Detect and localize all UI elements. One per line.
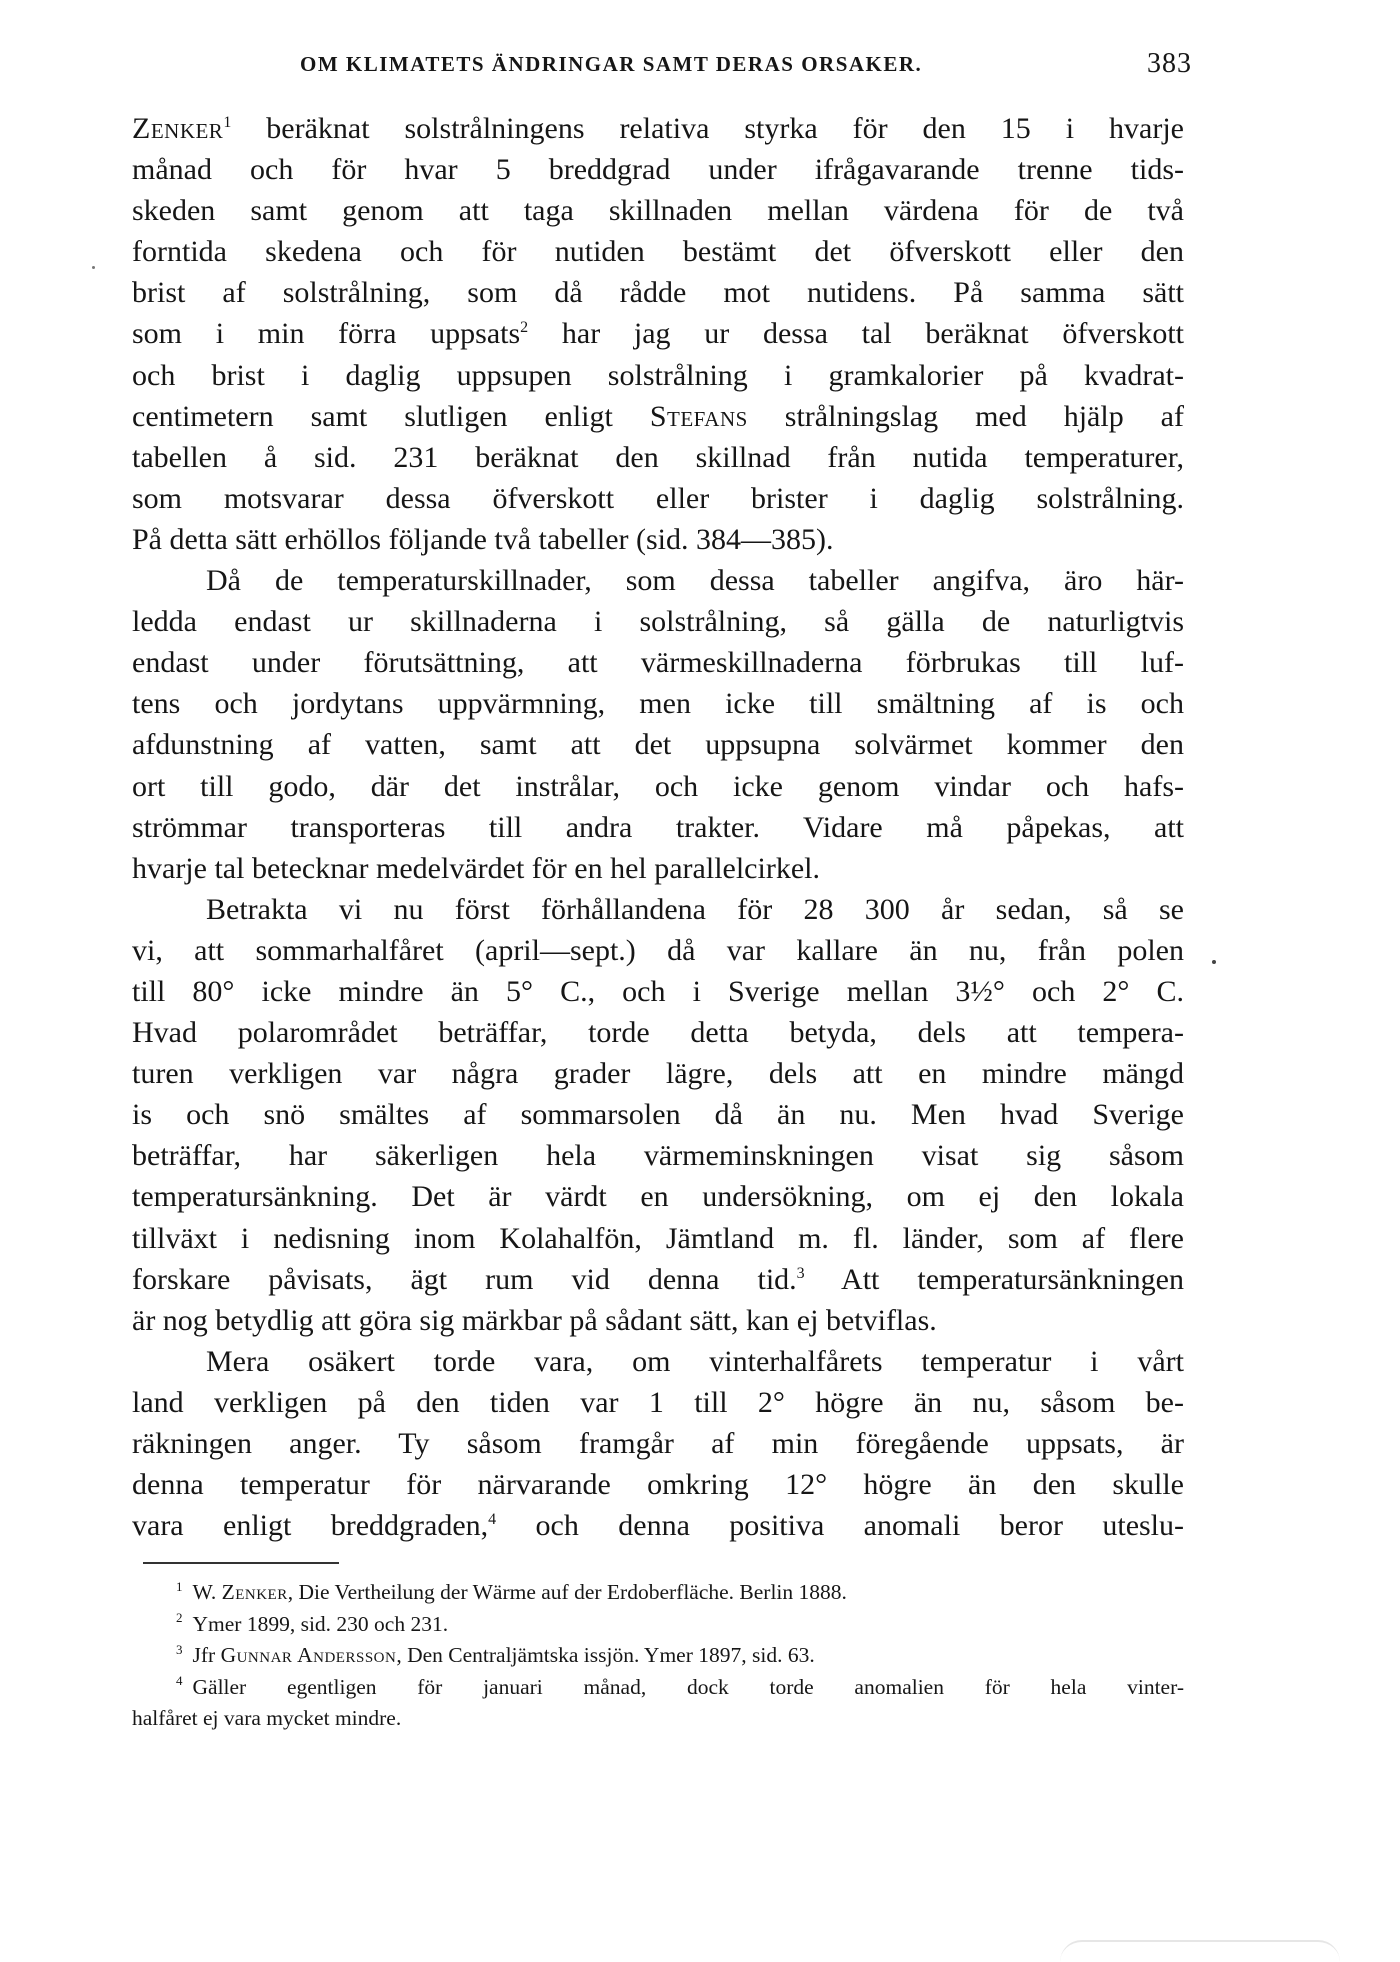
text-line: endast under förutsättning, att värmeskillnaderna förbrukas till luf-	[132, 646, 1184, 680]
text-line: is och snö smältes af sommarsolen då än nu. Men hvad Sverige	[132, 1098, 1184, 1132]
footnote-continuation: halfåret ej vara mycket mindre.	[132, 1706, 402, 1730]
footnote-mark: 4	[176, 1673, 183, 1689]
footnotes	[132, 1577, 1184, 1735]
text-line: som motsvarar dessa öfverskott eller brister i daglig solstrålning.	[132, 481, 1184, 515]
text-line: land verkligen på den tiden var 1 till 2° högre än nu, såsom be-	[132, 1385, 1184, 1419]
text-line: temperatursänkning. Det är värdt en undersökning, om ej den lokala	[132, 1180, 1184, 1214]
text-line: brist af solstrålning, som då rådde mot nutidens. På samma sätt	[132, 276, 1184, 310]
author-name: Zenker	[221, 1580, 288, 1604]
text-line: som i min förra uppsats$^2$ har jag ur dessa tal beräknat öfverskott	[132, 317, 1185, 351]
text-line: Då de temperaturskillnader, som dessa tabeller angifva, äro här-	[206, 564, 1184, 598]
print-speck	[1212, 960, 1216, 964]
text-line: denna temperatur för närvarande omkring 12° högre än den skulle	[132, 1468, 1184, 1502]
text-line: På detta sätt erhöllos följande två tabeller (sid. 384—385).	[132, 522, 834, 556]
print-speck	[92, 266, 95, 269]
text-line: Hvad polarområdet beträffar, torde detta betyda, dels att tempera-	[132, 1016, 1184, 1050]
text-line: tens och jordytans uppvärmning, men icke till smältning af is och	[132, 687, 1184, 721]
footnote-ref: 3	[796, 1264, 805, 1282]
text-line: turen verkligen var några grader lägre, dels att en mindre mängd	[132, 1057, 1184, 1091]
footnote-divider	[143, 1562, 339, 1564]
text-line: räkningen anger. Ty såsom framgår af min föregående uppsats, är	[132, 1427, 1184, 1460]
author-name: Zenker	[132, 112, 224, 145]
footnote-ref: 2	[520, 319, 529, 337]
footnote-mark: 1	[176, 1578, 183, 1594]
author-name: Stefans	[649, 399, 748, 433]
footnote: $^1$ W. Zenker, Die Vertheilung der Wärme auf der Erdoberfläche. Berlin 1888.	[176, 1578, 847, 1604]
footnote-mark: 3	[176, 1641, 183, 1657]
text-line: är nog betydlig att göra sig märkbar på sådant sätt, kan ej betviflas.	[132, 1303, 937, 1337]
text-line: hvarje tal betecknar medelvärdet för en hel parallelcirkel.	[132, 851, 820, 885]
footnote-ref: 4	[488, 1511, 497, 1529]
footnote: $^4$ Gäller egentligen för januari månad, dock torde anomalien för hela vinter-	[176, 1673, 1184, 1699]
page-header	[300, 48, 1200, 92]
text-line: tillväxt i nedisning inom Kolahalfön, Jämtland m. fl. länder, som af flere	[132, 1221, 1184, 1255]
text-line: Mera osäkert torde vara, om vinterhalfårets temperatur i vårt	[206, 1344, 1184, 1378]
text-line: och brist i daglig uppsupen solstrålning i gramkalorier på kvadrat-	[132, 358, 1184, 392]
text-line: Betrakta vi nu först förhållandena för 28 300 år sedan, så se	[206, 892, 1184, 926]
text-line: vi, att sommarhalfåret (april—sept.) då var kallare än nu, från polen	[132, 933, 1184, 967]
footnote-mark: 2	[176, 1610, 183, 1626]
text-line: månad och för hvar 5 breddgrad under ifrågavarande trenne tids-	[132, 153, 1184, 187]
text-line: tabellen å sid. 231 beräknat den skillnad från nutida temperaturer,	[132, 440, 1184, 474]
text-line: forntida skedena och för nutiden bestämt det öfverskott eller den	[132, 235, 1184, 269]
text-line: ort till godo, där det instrålar, och icke genom vindar och hafs-	[132, 769, 1184, 803]
body-text	[132, 108, 1184, 1546]
text-line: forskare påvisats, ägt rum vid denna tid.$^3$ Att temperatursänkningen	[132, 1262, 1184, 1296]
running-head: OM KLIMATETS ÄNDRINGAR SAMT DERAS ORSAKER.	[300, 52, 923, 76]
text-line: till 80° icke mindre än 5° C., och i Sverige mellan 3½° och 2° C.	[132, 974, 1184, 1008]
footnote-ref: 1	[223, 114, 232, 131]
footnote: $^2$ Ymer 1899, sid. 230 och 231.	[176, 1610, 449, 1636]
text-line: ledda endast ur skillnaderna i solstrålning, så gälla de naturligtvis	[132, 605, 1184, 639]
text-line: strömmar transporteras till andra trakter. Vidare må påpekas, att	[132, 810, 1184, 844]
text-line: beträffar, har säkerligen hela värmeminskningen visat sig såsom	[132, 1139, 1184, 1173]
author-name: Gunnar Andersson	[220, 1643, 397, 1667]
page-number: 383	[1147, 48, 1192, 79]
text-line: centimetern samt slutligen enligt Stefans strålningslag med hjälp af	[132, 399, 1184, 433]
scan-artifact	[1060, 1940, 1340, 1962]
text-line: vara enligt breddgraden,$^4$ och denna positiva anomali beror uteslu-	[132, 1509, 1185, 1543]
text-line: Zenker$^1$ beräknat solstrålningens relativa styrka för den 15 i hvarje	[132, 112, 1184, 145]
footnote: $^3$ Jfr Gunnar Andersson, Den Centraljämtska issjön. Ymer 1897, sid. 63.	[176, 1641, 815, 1667]
text-line: skeden samt genom att taga skillnaden mellan värdena för de två	[132, 194, 1184, 228]
text-line: afdunstning af vatten, samt att det uppsupna solvärmet kommer den	[132, 728, 1184, 762]
